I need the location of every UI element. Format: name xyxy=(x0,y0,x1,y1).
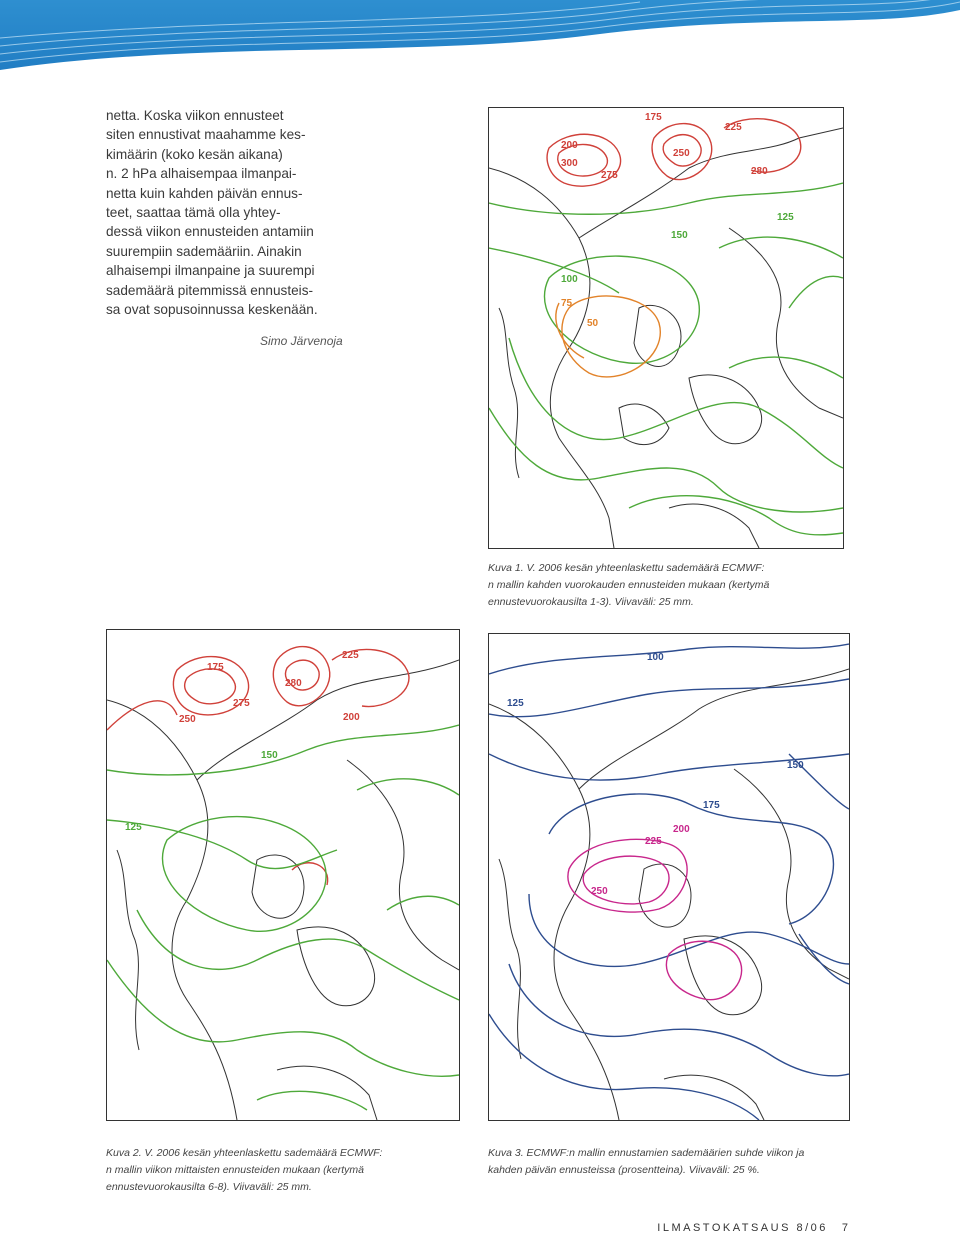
contour-label: 100 xyxy=(561,274,578,285)
contour-label: 200 xyxy=(673,824,690,835)
contour-label: 150 xyxy=(671,230,688,241)
body-line: siten ennustivat maahamme kes- xyxy=(106,127,306,143)
caption-kuva1 xyxy=(488,560,769,611)
contour-label: 275 xyxy=(601,170,618,181)
contour-label: 100 xyxy=(647,652,664,663)
coastline xyxy=(489,128,843,548)
contour-label: 280 xyxy=(751,166,768,177)
contour-label: 175 xyxy=(207,662,224,673)
caption-line: Kuva 1. V. 2006 kesän yhteenlaskettu sademäärä ECMWF: xyxy=(488,562,765,574)
contour-label: 175 xyxy=(703,800,720,811)
coastline xyxy=(489,669,849,1120)
contour-label: 300 xyxy=(561,158,578,169)
contour-label: 225 xyxy=(342,650,359,661)
contour-label: 150 xyxy=(787,760,804,771)
body-line: teet, saattaa tämä olla yhtey- xyxy=(106,205,281,221)
body-line: sa ovat sopusoinnussa keskenään. xyxy=(106,302,318,318)
contour-label: 200 xyxy=(343,712,360,723)
body-line: alhaisempi ilmanpaine ja suurempi xyxy=(106,263,315,279)
precipitation-ratio-map-kuva3 xyxy=(488,633,850,1121)
page-footer xyxy=(657,1222,848,1234)
precipitation-map-kuva2 xyxy=(106,629,460,1121)
precipitation-map-kuva1 xyxy=(488,107,844,549)
coastline xyxy=(107,660,459,1120)
caption-line: n mallin viikon mittaisten ennusteiden mukaan (kertymä xyxy=(106,1164,364,1176)
contour-label: 50 xyxy=(587,318,599,329)
contour-label: 250 xyxy=(179,714,196,725)
contour-label: 225 xyxy=(645,836,662,847)
contour-labels xyxy=(125,650,360,833)
caption-kuva2 xyxy=(106,1145,382,1196)
contour-label: 125 xyxy=(777,212,794,223)
body-line: suurempiin sademääriin. Ainakin xyxy=(106,243,302,259)
publication-name: ILMASTOKATSAUS 8/06 xyxy=(657,1222,828,1234)
contour-label: 150 xyxy=(261,750,278,761)
contour-label: 125 xyxy=(507,698,524,709)
contour-label: 280 xyxy=(285,678,302,689)
caption-line: kahden päivän ennusteissa (prosentteina). Viivaväli: 25 %. xyxy=(488,1164,760,1176)
page-number: 7 xyxy=(841,1222,848,1234)
contour-label: 125 xyxy=(125,822,142,833)
contour-label: 75 xyxy=(561,298,573,309)
body-line: kimäärin (koko kesän aikana) xyxy=(106,146,283,162)
body-line: netta. Koska viikon ennusteet xyxy=(106,108,284,123)
caption-line: Kuva 3. ECMWF:n mallin ennustamien sademäärien suhde viikon ja xyxy=(488,1147,805,1159)
body-line: sademäärä pitemmissä ennusteis- xyxy=(106,282,314,298)
caption-line: ennustevuorokausilta 1-3). Viivaväli: 25 mm. xyxy=(488,596,694,608)
caption-line: ennustevuorokausilta 6-8). Viivaväli: 25 mm. xyxy=(106,1181,312,1193)
contour-label: 250 xyxy=(591,886,608,897)
contour-label: 250 xyxy=(673,148,690,159)
contour-label: 225 xyxy=(725,122,742,133)
body-line: n. 2 hPa alhaisempaa ilmanpai- xyxy=(106,166,297,182)
header-decoration xyxy=(0,0,960,80)
body-text xyxy=(106,106,366,319)
body-line: dessä viikon ennusteiden antamiin xyxy=(106,224,314,240)
body-line: netta kuin kahden päivän ennus- xyxy=(106,185,303,201)
contour-label: 175 xyxy=(645,112,662,123)
contour-label: 200 xyxy=(561,140,578,151)
caption-line: Kuva 2. V. 2006 kesän yhteenlaskettu sademäärä ECMWF: xyxy=(106,1147,383,1159)
contour-label: 275 xyxy=(233,698,250,709)
author-signature: Simo Järvenoja xyxy=(260,334,343,348)
caption-line: n mallin kahden vuorokauden ennusteiden mukaan (kertymä xyxy=(488,579,770,591)
caption-kuva3 xyxy=(488,1145,804,1179)
